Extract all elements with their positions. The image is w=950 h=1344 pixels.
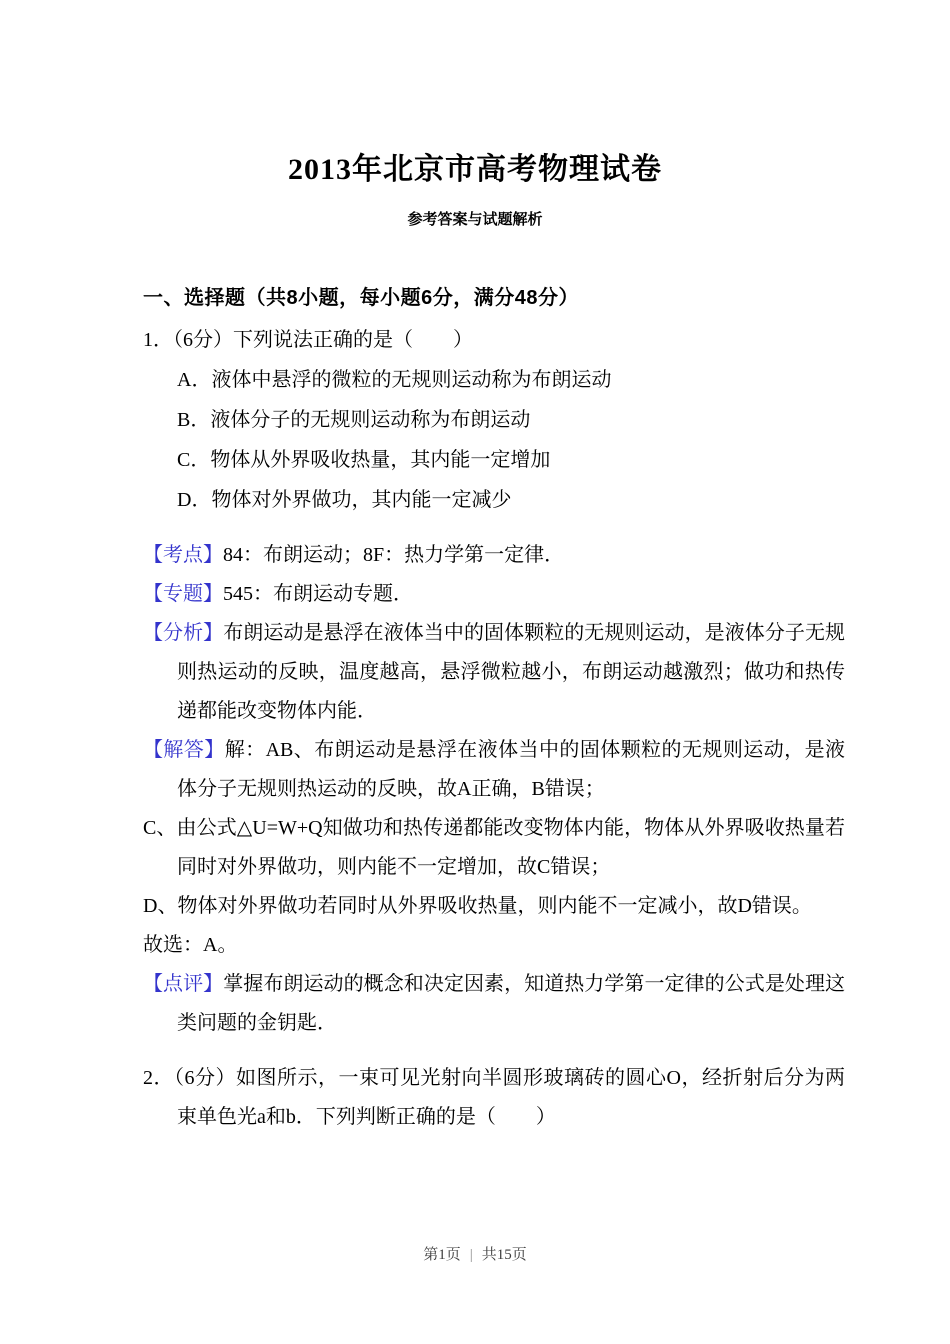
footer-page-number: 第1页: [423, 1247, 461, 1263]
jieda-option-c-text: C、由公式△U=W+Q知做功和热传递都能改变物体内能，物体从外界吸收热量若同时对外界做功，则内能不一定增加，故C错误；: [143, 817, 845, 878]
page-footer: [0, 1245, 950, 1266]
dianping-label: 【点评】: [143, 973, 224, 995]
kaodian-text: 84：布朗运动；8F：热力学第一定律．: [223, 544, 565, 566]
kaodian-label: 【考点】: [143, 544, 223, 566]
dianping-paragraph: [143, 965, 845, 1043]
question-1-analysis: [143, 536, 845, 1043]
dianping-text: 掌握布朗运动的概念和决定因素，知道热力学第一定律的公式是处理这类问题的金钥匙．: [177, 973, 846, 1034]
footer-total-pages: 共15页: [481, 1247, 527, 1263]
zhuanti-text: 545：布朗运动专题．: [223, 583, 413, 605]
zhuanti-label: 【专题】: [143, 583, 223, 605]
page-title: 2013年北京市高考物理试卷: [288, 153, 662, 186]
question-1-options: [143, 360, 845, 520]
zhuanti-paragraph: [143, 575, 845, 614]
document-body: [143, 277, 845, 1137]
footer-separator: |: [469, 1247, 473, 1263]
jieda-paragraph: [143, 731, 845, 809]
option-a: A．液体中悬浮的微粒的无规则运动称为布朗运动: [177, 369, 612, 391]
kaodian-paragraph: [143, 536, 845, 575]
fenxi-paragraph: [143, 614, 845, 731]
jieda-text: 解：AB、布朗运动是悬浮在液体当中的固体颗粒的无规则运动，是液体分子无规则热运动的反映，故A正确，B错误；: [177, 739, 845, 800]
option-c: C．物体从外界吸收热量，其内能一定增加: [177, 449, 551, 471]
question-2-stem: 2．（6分）如图所示，一束可见光射向半圆形玻璃砖的圆心O，经折射后分为两束单色光a和b．下列判断正确的是（ ）: [143, 1067, 845, 1128]
fenxi-label: 【分析】: [143, 622, 224, 644]
page-subtitle: 参考答案与试题解析: [407, 212, 543, 228]
section-heading: 一、选择题（共8小题，每小题6分，满分48分）: [143, 287, 579, 309]
answer-text: 故选：A。: [143, 934, 238, 956]
question-2: [143, 1059, 845, 1137]
question-1-stem: 1．（6分）下列说法正确的是（ ）: [143, 329, 473, 351]
option-d: D．物体对外界做功，其内能一定减少: [177, 489, 512, 511]
jieda-label: 【解答】: [143, 739, 225, 761]
option-b: B．液体分子的无规则运动称为布朗运动: [177, 409, 531, 431]
question-1: [143, 321, 845, 1043]
jieda-option-d-text: D、物体对外界做功若同时从外界吸收热量，则内能不一定减小，故D错误。: [143, 895, 812, 917]
fenxi-text: 布朗运动是悬浮在液体当中的固体颗粒的无规则运动，是液体分子无规则热运动的反映，温度越高，悬浮微粒越小，布朗运动越激烈；做功和热传递都能改变物体内能．: [177, 622, 846, 722]
